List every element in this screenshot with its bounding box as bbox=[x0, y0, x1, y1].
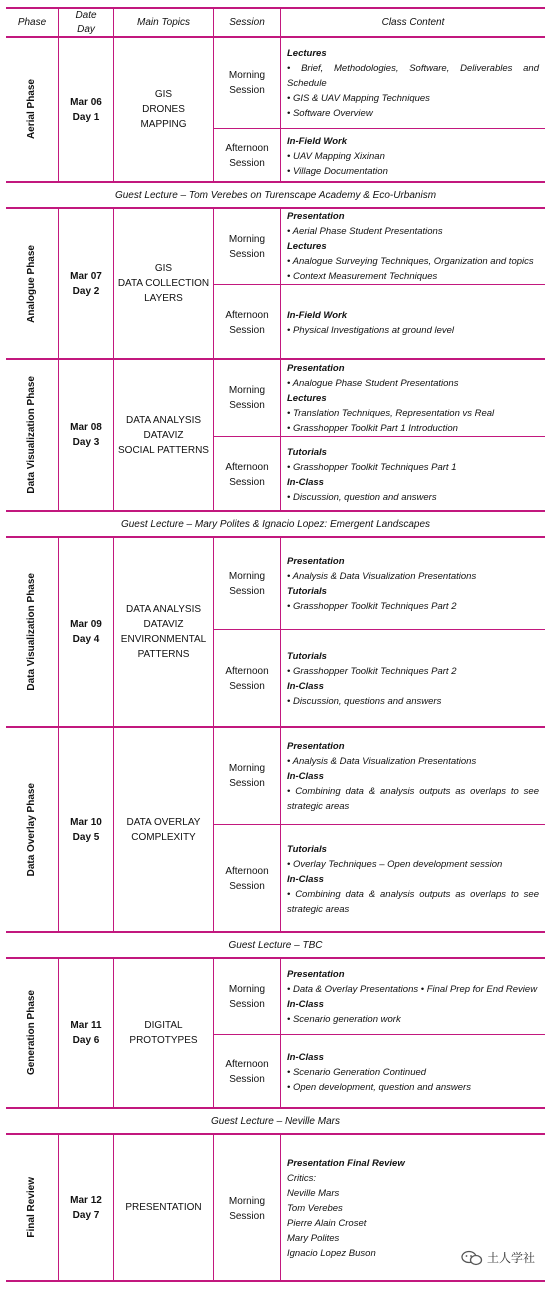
content-item: • Software Overview bbox=[287, 107, 373, 119]
topic-item: DRONES bbox=[142, 104, 185, 115]
date-label: Mar 11 bbox=[70, 1020, 102, 1031]
content-item: • Grasshopper Toolkit Part 1 Introduction bbox=[287, 422, 458, 434]
sessions bbox=[213, 209, 545, 358]
guest-lecture: Guest Lecture – Tom Verebes on Turenscape Academy & Eco-Urbanism bbox=[6, 183, 545, 209]
content-item: • Analysis & Data Visualization Presentations bbox=[287, 570, 477, 582]
topic-item: DATA OVERLAY bbox=[126, 816, 201, 828]
content-heading: In-Class bbox=[287, 1051, 324, 1063]
table-header bbox=[6, 7, 545, 38]
main-topics-cell bbox=[113, 209, 213, 358]
class-content bbox=[280, 630, 545, 728]
phase-cell bbox=[6, 1135, 58, 1280]
content-item: • Data & Overlay Presentations • Final Prep for End Review bbox=[287, 983, 538, 995]
afternoon-session bbox=[213, 128, 545, 183]
session-label-line: Morning bbox=[228, 983, 266, 995]
content-item: • Translation Techniques, Representation vs Real bbox=[287, 407, 495, 419]
main-topics-cell bbox=[113, 959, 213, 1107]
session-label-line: Morning bbox=[228, 70, 266, 81]
session-label-line: Morning bbox=[228, 763, 266, 774]
session-label-line: Session bbox=[229, 1210, 265, 1222]
morning-session bbox=[213, 209, 545, 284]
afternoon-session bbox=[213, 824, 545, 933]
topic-item: DIGITAL bbox=[144, 1020, 183, 1031]
phase-row bbox=[6, 38, 545, 183]
date-cell bbox=[58, 959, 113, 1107]
date-cell bbox=[58, 38, 113, 181]
day-label: Day 1 bbox=[72, 111, 100, 123]
content-heading: In-Class bbox=[287, 681, 324, 692]
session-label-line: Session bbox=[229, 778, 265, 789]
main-topics-cell bbox=[113, 38, 213, 181]
day-label: Day 6 bbox=[72, 1035, 100, 1046]
afternoon-session bbox=[213, 629, 545, 728]
phase-label: Analogue Phase bbox=[26, 244, 37, 323]
header-day: Day bbox=[77, 23, 95, 35]
topic-item: MAPPING bbox=[140, 119, 187, 130]
content-item: • Analogue Surveying Techniques, Organization and topics bbox=[287, 256, 534, 267]
content-item: Ignacio Lopez Buson bbox=[287, 1248, 376, 1259]
phase-label: Data Visualization Phase bbox=[26, 573, 37, 691]
main-topics-cell bbox=[113, 728, 213, 931]
session-label bbox=[213, 129, 280, 183]
phase-cell bbox=[6, 538, 58, 726]
content-item: • Open development, question and answers bbox=[287, 1081, 471, 1093]
content-heading: Presentation bbox=[287, 968, 345, 980]
session-label-line: Session bbox=[229, 400, 265, 411]
phase-row bbox=[6, 538, 545, 728]
phase-row bbox=[6, 959, 545, 1109]
content-item: • Grasshopper Toolkit Techniques Part 1 bbox=[287, 461, 457, 473]
content-heading: Presentation bbox=[287, 211, 345, 222]
content-heading: In-Class bbox=[287, 873, 324, 885]
content-heading: Presentation bbox=[287, 362, 345, 374]
morning-session bbox=[213, 360, 545, 436]
morning-session bbox=[213, 728, 545, 824]
session-label-line: Session bbox=[229, 881, 265, 892]
session-label bbox=[213, 825, 280, 933]
date-label: Mar 10 bbox=[70, 816, 102, 828]
sessions bbox=[213, 728, 545, 931]
session-label bbox=[213, 959, 280, 1034]
phase-row bbox=[6, 360, 545, 512]
session-label-line: Afternoon bbox=[225, 866, 269, 877]
topic-item: PATTERNS bbox=[137, 649, 190, 660]
afternoon-session bbox=[213, 1034, 545, 1109]
content-item: • Scenario Generation Continued bbox=[287, 1066, 427, 1078]
content-item: • Grasshopper Toolkit Techniques Part 2 bbox=[287, 666, 457, 677]
guest-lecture: Guest Lecture – Mary Polites & Ignacio Lopez: Emergent Landscapes bbox=[6, 512, 545, 538]
phase-cell bbox=[6, 209, 58, 358]
topic-item: DATAVIZ bbox=[143, 619, 184, 630]
content-item: • Scenario generation work bbox=[287, 1013, 401, 1025]
session-label-line: Afternoon bbox=[225, 309, 269, 321]
session-label-line: Afternoon bbox=[225, 666, 269, 677]
day-label: Day 4 bbox=[72, 634, 100, 645]
content-item: Critics: bbox=[287, 1173, 317, 1184]
content-item: Mary Polites bbox=[287, 1233, 340, 1244]
session-label bbox=[213, 209, 280, 284]
topic-item: DATA COLLECTION bbox=[117, 278, 210, 289]
phase-cell bbox=[6, 38, 58, 181]
sessions bbox=[213, 360, 545, 510]
content-item: • Context Measurement Techniques bbox=[287, 271, 438, 282]
watermark-text: 土人学社 bbox=[486, 1251, 535, 1265]
content-item: • UAV Mapping Xixinan bbox=[287, 150, 385, 162]
guest-lecture: Guest Lecture – TBC bbox=[6, 933, 545, 959]
session-label-line: Session bbox=[229, 585, 265, 597]
session-label-line: Session bbox=[229, 998, 265, 1010]
session-label bbox=[213, 728, 280, 824]
phase-cell bbox=[6, 360, 58, 510]
class-content bbox=[280, 959, 545, 1034]
phase-label: Data Visualization Phase bbox=[26, 376, 37, 494]
phase-label: Generation Phase bbox=[26, 990, 37, 1076]
class-content bbox=[280, 538, 545, 629]
day-label: Day 5 bbox=[72, 831, 100, 843]
main-topics-cell bbox=[113, 1135, 213, 1280]
session-label bbox=[213, 630, 280, 728]
date-cell bbox=[58, 209, 113, 358]
topic-item: PRESENTATION bbox=[125, 1202, 202, 1213]
topic-item: GIS bbox=[154, 89, 173, 100]
schedule-table bbox=[6, 7, 545, 1282]
session-label bbox=[213, 437, 280, 512]
guest-lecture: Guest Lecture – Neville Mars bbox=[6, 1109, 545, 1135]
class-content bbox=[280, 209, 545, 284]
content-item: • Village Documentation bbox=[287, 165, 388, 177]
session-label-line: Morning bbox=[228, 385, 266, 396]
main-topics-cell bbox=[113, 360, 213, 510]
header-date: Date bbox=[75, 9, 97, 21]
content-heading: Lectures bbox=[287, 392, 327, 404]
content-heading: Tutorials bbox=[287, 843, 327, 855]
content-item: Pierre Alain Croset bbox=[287, 1218, 367, 1229]
date-label: Mar 09 bbox=[70, 619, 102, 630]
session-label-line: Morning bbox=[228, 570, 266, 582]
day-label: Day 7 bbox=[72, 1209, 100, 1221]
content-heading: Lectures bbox=[287, 47, 327, 59]
session-label-line: Afternoon bbox=[225, 461, 269, 473]
content-item: Neville Mars bbox=[287, 1188, 340, 1199]
morning-session bbox=[213, 38, 545, 128]
topic-item: DATA ANALYSIS bbox=[125, 604, 202, 615]
content-heading: In-Class bbox=[287, 998, 324, 1010]
content-heading: Tutorials bbox=[287, 585, 327, 597]
session-label bbox=[213, 360, 280, 436]
content-item: • Combining data & analysis outputs as overlaps to see strategic areas bbox=[287, 785, 539, 812]
content-item: Tom Verebes bbox=[287, 1203, 343, 1214]
content-heading: Tutorials bbox=[287, 446, 327, 458]
session-label-line: Morning bbox=[228, 233, 266, 245]
content-item: • Discussion, questions and answers bbox=[287, 696, 442, 707]
content-heading: Presentation Final Review bbox=[287, 1158, 405, 1169]
session-label-line: Afternoon bbox=[225, 1059, 269, 1070]
topic-item: DATAVIZ bbox=[143, 429, 184, 441]
date-label: Mar 06 bbox=[70, 96, 102, 108]
phase-label: Data Overlay Phase bbox=[26, 782, 37, 877]
session-label-line: Session bbox=[229, 681, 265, 692]
date-cell bbox=[58, 1135, 113, 1280]
class-content bbox=[280, 38, 545, 128]
main-topics-cell bbox=[113, 538, 213, 726]
content-heading: In-Field Work bbox=[287, 135, 347, 147]
topic-item: DATA ANALYSIS bbox=[125, 414, 202, 426]
content-heading: Presentation bbox=[287, 740, 345, 752]
session-label-line: Afternoon bbox=[225, 143, 269, 154]
afternoon-session bbox=[213, 436, 545, 512]
content-item: • Brief, Methodologies, Software, Deliverables and Schedule bbox=[287, 62, 539, 89]
date-cell bbox=[58, 360, 113, 510]
phase-label: Final Review bbox=[26, 1177, 37, 1238]
topic-item: PROTOTYPES bbox=[129, 1035, 198, 1046]
session-label bbox=[213, 38, 280, 128]
topic-item: GIS bbox=[154, 263, 173, 274]
class-content bbox=[280, 825, 545, 933]
class-content bbox=[280, 360, 545, 436]
date-label: Mar 12 bbox=[70, 1194, 102, 1206]
topic-item: LAYERS bbox=[144, 293, 183, 304]
header-session: Session bbox=[213, 9, 280, 36]
session-label bbox=[213, 1135, 280, 1282]
class-content bbox=[280, 1035, 545, 1109]
sessions bbox=[213, 538, 545, 726]
content-heading: In-Class bbox=[287, 770, 324, 782]
morning-session bbox=[213, 959, 545, 1034]
topic-item: COMPLEXITY bbox=[131, 831, 196, 843]
topic-item: ENVIRONMENTAL bbox=[120, 634, 207, 645]
content-item: • Combining data & analysis outputs as overlaps to see strategic areas bbox=[287, 888, 539, 915]
class-content bbox=[280, 129, 545, 183]
session-label-line: Session bbox=[229, 158, 265, 169]
session-label bbox=[213, 1035, 280, 1109]
content-item: • Physical Investigations at ground level bbox=[287, 324, 455, 336]
session-label-line: Morning bbox=[228, 1195, 266, 1207]
content-heading: Tutorials bbox=[287, 651, 327, 662]
phase-label: Aerial Phase bbox=[26, 79, 37, 140]
phase-row bbox=[6, 728, 545, 933]
header-class-content: Class Content bbox=[280, 9, 545, 36]
sessions bbox=[213, 38, 545, 181]
content-heading: Presentation bbox=[287, 555, 345, 567]
day-label: Day 2 bbox=[72, 285, 100, 297]
session-label-line: Session bbox=[229, 248, 265, 260]
session-label-line: Session bbox=[229, 1074, 265, 1085]
class-content bbox=[280, 285, 545, 360]
content-item: • Overlay Techniques – Open development session bbox=[287, 858, 503, 870]
header-date-day bbox=[58, 9, 113, 36]
date-label: Mar 08 bbox=[70, 422, 102, 433]
day-label: Day 3 bbox=[72, 437, 100, 448]
topic-item: SOCIAL PATTERNS bbox=[118, 444, 209, 456]
session-label-line: Session bbox=[229, 324, 265, 336]
sessions bbox=[213, 959, 545, 1107]
class-content bbox=[280, 728, 545, 824]
phase-row bbox=[6, 209, 545, 360]
class-content bbox=[280, 437, 545, 512]
date-cell bbox=[58, 728, 113, 931]
content-item: • Grasshopper Toolkit Techniques Part 2 bbox=[287, 600, 457, 612]
date-label: Mar 07 bbox=[70, 270, 102, 282]
content-heading: Lectures bbox=[287, 241, 327, 252]
session-label bbox=[213, 538, 280, 629]
afternoon-session bbox=[213, 284, 545, 360]
header-phase: Phase bbox=[17, 16, 47, 28]
wechat-icon bbox=[461, 1250, 483, 1266]
content-heading: In-Field Work bbox=[287, 309, 347, 321]
session-label bbox=[213, 285, 280, 360]
date-cell bbox=[58, 538, 113, 726]
phase-cell bbox=[6, 959, 58, 1107]
phase-cell bbox=[6, 728, 58, 931]
content-item: • GIS & UAV Mapping Techniques bbox=[287, 92, 430, 104]
session-label-line: Session bbox=[229, 85, 265, 96]
header-main-topics: Main Topics bbox=[113, 9, 213, 36]
content-item: • Analogue Phase Student Presentations bbox=[287, 377, 459, 389]
morning-session bbox=[213, 538, 545, 629]
content-item: • Analysis & Data Visualization Presentations bbox=[287, 755, 477, 767]
content-heading: In-Class bbox=[287, 476, 324, 488]
content-item: • Aerial Phase Student Presentations bbox=[287, 226, 443, 237]
content-item: • Discussion, question and answers bbox=[287, 491, 437, 503]
watermark bbox=[461, 1249, 535, 1266]
session-label-line: Session bbox=[229, 476, 265, 488]
